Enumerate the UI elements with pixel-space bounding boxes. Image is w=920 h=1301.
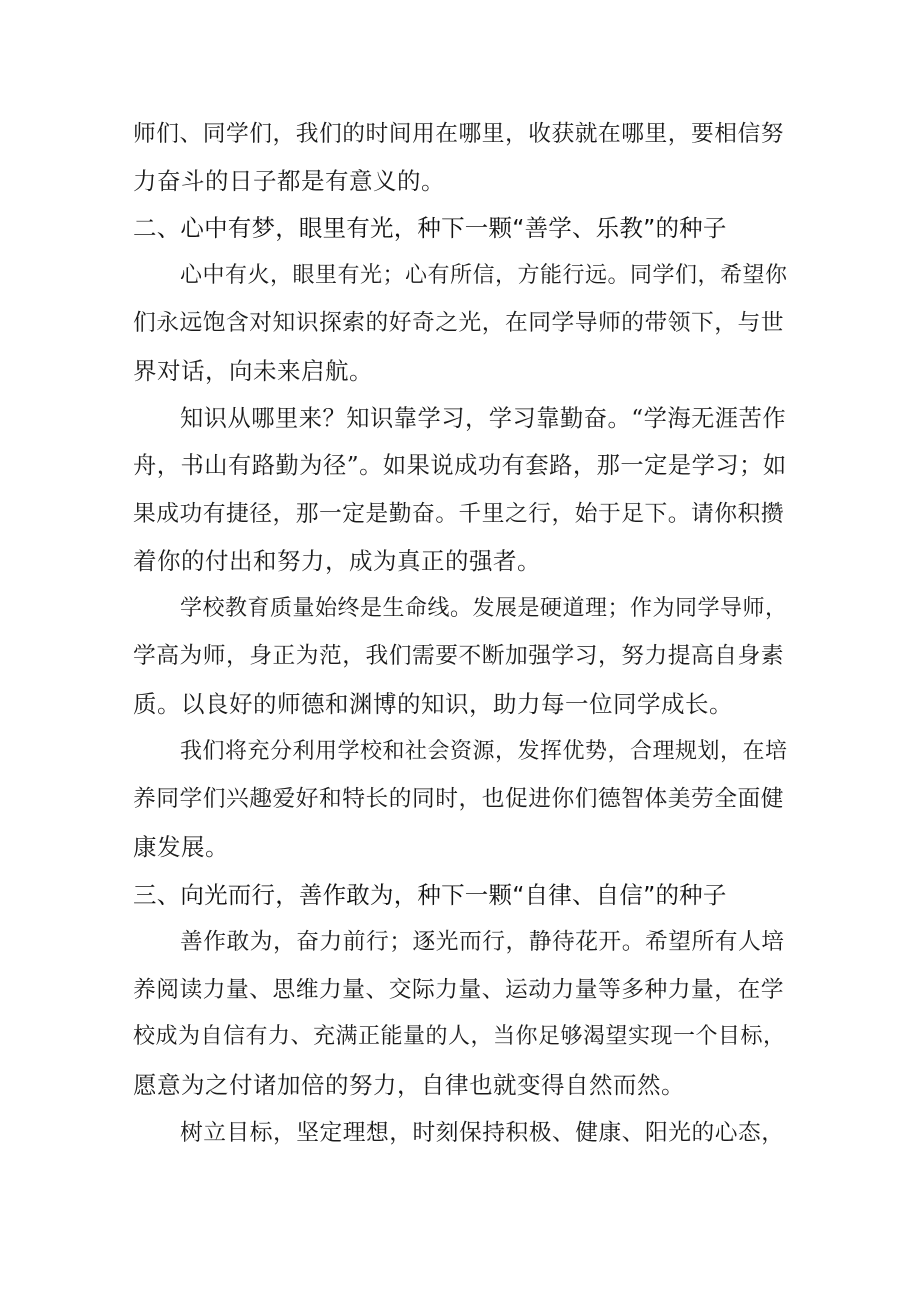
paragraph-line: 学校教育质量始终是生命线。发展是硬道理；作为同学导师， — [180, 596, 788, 621]
paragraph-line: 师们、同学们，我们的时间用在哪里，收获就在哪里，要相信努 — [133, 121, 784, 147]
paragraph-line: 们永远饱含对知识探索的好奇之光，在同学导师的带领下，与世 — [133, 310, 784, 336]
paragraph-line: 我们将充分利用学校和社会资源，发挥优势，合理规划，在培 — [180, 739, 788, 764]
paragraph-line: 养阅读力量、思维力量、交际力量、运动力量等多种力量，在学 — [133, 977, 784, 1003]
paragraph-line: 质。以良好的师德和渊博的知识，助力每一位同学成长。 — [133, 690, 733, 718]
paragraph-line: 树立目标，坚定理想，时刻保持积极、健康、阳光的心态， — [180, 1120, 785, 1146]
paragraph-line: 愿意为之付诸加倍的努力，自律也就变得自然而然。 — [133, 1071, 685, 1099]
paragraph-line: 学高为师，身正为范，我们需要不断加强学习，努力提高自身素 — [133, 643, 784, 669]
paragraph-line: 知识从哪里来？知识靠学习，学习靠勤奋。“学海无涯苦作 — [180, 405, 787, 432]
paragraph-line: 校成为自信有力、充满正能量的人，当你足够渴望实现一个目标， — [133, 1024, 786, 1049]
paragraph-line: 心中有火，眼里有光；心有所信，方能行远。同学们，希望你 — [180, 263, 788, 288]
paragraph-line: 康发展。 — [133, 833, 229, 861]
section-heading-2: 二、心中有梦，眼里有光，种下一颗“善学、乐教”的种子 — [133, 214, 727, 242]
paragraph-line: 界对话，向未来启航。 — [133, 357, 373, 385]
paragraph-line: 果成功有捷径，那一定是勤奋。千里之行，始于足下。请你积攒 — [133, 501, 784, 527]
paragraph-line: 养同学们兴趣爱好和特长的同时，也促进你们德智体美劳全面健 — [133, 786, 784, 812]
paragraph-line: 着你的付出和努力，成为真正的强者。 — [133, 547, 541, 575]
paragraph-line: 舟，书山有路勤为径”。如果说成功有套路，那一定是学习；如 — [133, 452, 787, 479]
paragraph-line: 善作敢为，奋力前行；逐光而行，静待花开。希望所有人培 — [180, 929, 785, 955]
paragraph-line: 力奋斗的日子都是有意义的。 — [133, 167, 445, 195]
section-heading-3: 三、向光而行，善作敢为，种下一颗“自律、自信”的种子 — [133, 881, 727, 909]
